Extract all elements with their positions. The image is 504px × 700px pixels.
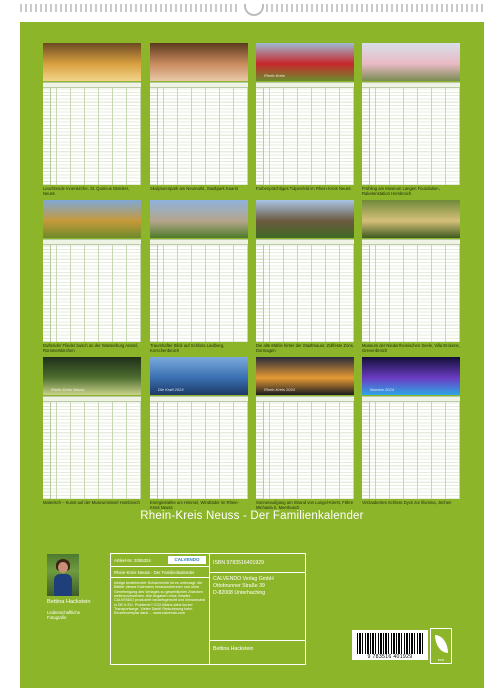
grid-header — [256, 240, 354, 245]
month-photo — [362, 357, 460, 395]
month-photo — [256, 200, 354, 238]
barcode — [352, 630, 428, 660]
grid-header — [362, 240, 460, 245]
family-planner-grid — [362, 239, 460, 342]
divider — [210, 572, 305, 573]
family-planner-grid — [43, 239, 141, 342]
month-photo — [256, 357, 354, 395]
month-panel — [362, 43, 460, 197]
photo-caption: Energiestärke am Himmel, Windräder im Rhein-Kreis Neuss — [150, 500, 239, 511]
barcode-number: 9 783516 401929 — [367, 654, 413, 660]
day-column — [43, 240, 51, 342]
month-panel — [150, 357, 248, 511]
binding-loops-right — [266, 4, 484, 12]
publisher-street: Ottobrunner Straße 39 — [213, 583, 265, 589]
day-column — [256, 83, 264, 185]
day-column — [362, 240, 370, 342]
day-column — [256, 240, 264, 342]
author-subtitle: Leidenschaftliche Fotografin — [47, 610, 81, 621]
family-planner-grid — [150, 239, 248, 342]
author-name: Bettina Hackstein — [47, 599, 91, 605]
family-planner-grid — [150, 82, 248, 185]
divider — [210, 640, 305, 641]
month-panel — [150, 43, 248, 191]
publisher-box — [210, 553, 306, 665]
wire-binding — [0, 0, 504, 22]
photo-caption: Frühling am Museum Langen Foundation, Raketenstation Hombroich — [362, 186, 440, 197]
family-planner-grid — [256, 396, 354, 499]
family-planner-grid — [43, 396, 141, 499]
photo-watermark: Rhein-Kreis — [264, 73, 285, 78]
photo-watermark: Rhein-Kreis Neuss — [51, 387, 85, 392]
grid-header — [362, 83, 460, 88]
family-planner-grid — [256, 239, 354, 342]
barcode-bars — [357, 633, 423, 654]
day-column — [150, 240, 158, 342]
month-panel — [43, 200, 141, 354]
grid-header — [150, 83, 248, 88]
grid-header — [256, 83, 354, 88]
month-photo — [362, 200, 460, 238]
publisher-city: D-82008 Unterhaching — [213, 590, 266, 596]
leaf-icon — [435, 635, 448, 653]
author-photo — [47, 554, 79, 596]
product-title-row — [111, 567, 209, 578]
eco-badge — [430, 628, 452, 664]
photo-caption: Leuchtende Innenkirche, St. Quirinus Münster, Neuss — [43, 186, 130, 197]
product-info-box — [110, 553, 210, 665]
month-panel — [256, 357, 354, 511]
family-planner-grid — [150, 396, 248, 499]
day-column — [150, 83, 158, 185]
month-photo — [150, 200, 248, 238]
photo-watermark: Die Kraft 2024 — [158, 387, 184, 392]
author-photo-body — [54, 574, 72, 596]
day-column — [256, 397, 264, 499]
isbn: ISBN 9783516401929 — [213, 560, 265, 566]
day-column — [362, 397, 370, 499]
month-photo — [150, 43, 248, 81]
day-column — [362, 83, 370, 185]
month-photo — [362, 43, 460, 81]
photo-caption: Duftender Flieder busch an der Wasserburg Anstel, Rommerskirchen — [43, 343, 139, 354]
month-photo — [43, 357, 141, 395]
month-panel — [43, 357, 141, 505]
legal-notice: Infolge bestehender Schutzrechte ist es untersagt, die Blätter dieses Kalenders herauszutrennen und ohne Genehmigung des Verlages zu gewerblichen Zwecken weiterzuverwerten. Alle Angaben ohne Gewähr. CALVENDO produziert bedarfsgerecht und klimaneutral in DE & EU. Probleme? CO2-Bilanz dank kurzer Transportwege. Vielen Dank! Reduzierung beim Einzelexemplar dank ... www.calvendo.com — [114, 581, 206, 616]
month-photo — [43, 43, 141, 81]
publisher-name: CALVENDO Verlag GmbH — [213, 576, 274, 582]
photo-caption: Farbenprächtiges Tulpenfeld im Rhein-Kreis Neuss — [256, 186, 351, 191]
month-panel — [362, 357, 460, 505]
grid-header — [43, 83, 141, 88]
photo-caption: Verzaubertes Schloss Dyck zur Illumina, Jüchen — [362, 500, 452, 505]
family-planner-grid — [43, 82, 141, 185]
binding-loops-left — [20, 4, 238, 12]
family-planner-grid — [362, 396, 460, 499]
month-panel — [362, 200, 460, 354]
month-photo — [43, 200, 141, 238]
article-number: Artikel-Nr. 2055324 — [114, 558, 151, 563]
month-panel — [256, 200, 354, 354]
day-column — [43, 397, 51, 499]
grid-header — [43, 397, 141, 402]
photo-caption: Museum der Niederrheinischen Seele, Villa Erckens, Grevenbroich — [362, 343, 460, 354]
photo-caption: Traumhafter Blick auf Schloss Liedberg, Korschenbroich — [150, 343, 225, 354]
month-panel — [43, 43, 141, 197]
photo-watermark: Rhein-Kreis 2024 — [264, 387, 295, 392]
grid-header — [256, 397, 354, 402]
month-panel — [256, 43, 354, 191]
grid-header — [43, 240, 141, 245]
calendar-title: Rhein-Kreis Neuss - Der Familienkalender — [140, 510, 364, 522]
photo-caption: Die alte Mühle hinter der Stadtmauer, Zollfeste Zons, Dormagen — [256, 343, 354, 354]
photo-watermark: Illumina 2024 — [370, 387, 394, 392]
grid-header — [150, 240, 248, 245]
hanger-hook — [244, 4, 264, 16]
photo-caption: Skulpturenpark am Neumarkt, Stadtpark Kaarst — [150, 186, 238, 191]
family-planner-grid — [256, 82, 354, 185]
month-photo — [256, 43, 354, 81]
product-title: Rhein-Kreis Neuss - Der Familienkalender — [114, 570, 195, 575]
grid-header — [362, 397, 460, 402]
grid-header — [150, 397, 248, 402]
family-planner-grid — [362, 82, 460, 185]
photo-caption: Sonnenaufgang am Strand von Langel-Kierst, Fähre Michaela II, Meerbusch — [256, 500, 354, 511]
month-panel — [150, 200, 248, 354]
month-photo — [150, 357, 248, 395]
photo-caption: Malerisch – Kunst auf der Museumsinsel Hombroich — [43, 500, 140, 505]
day-column — [150, 397, 158, 499]
author-photo-face — [58, 562, 68, 573]
publisher-author: Bettina Hackstein — [213, 646, 254, 652]
calvendo-logo: CALVENDO — [168, 556, 206, 564]
day-column — [43, 83, 51, 185]
eco-label: eco — [437, 657, 445, 662]
